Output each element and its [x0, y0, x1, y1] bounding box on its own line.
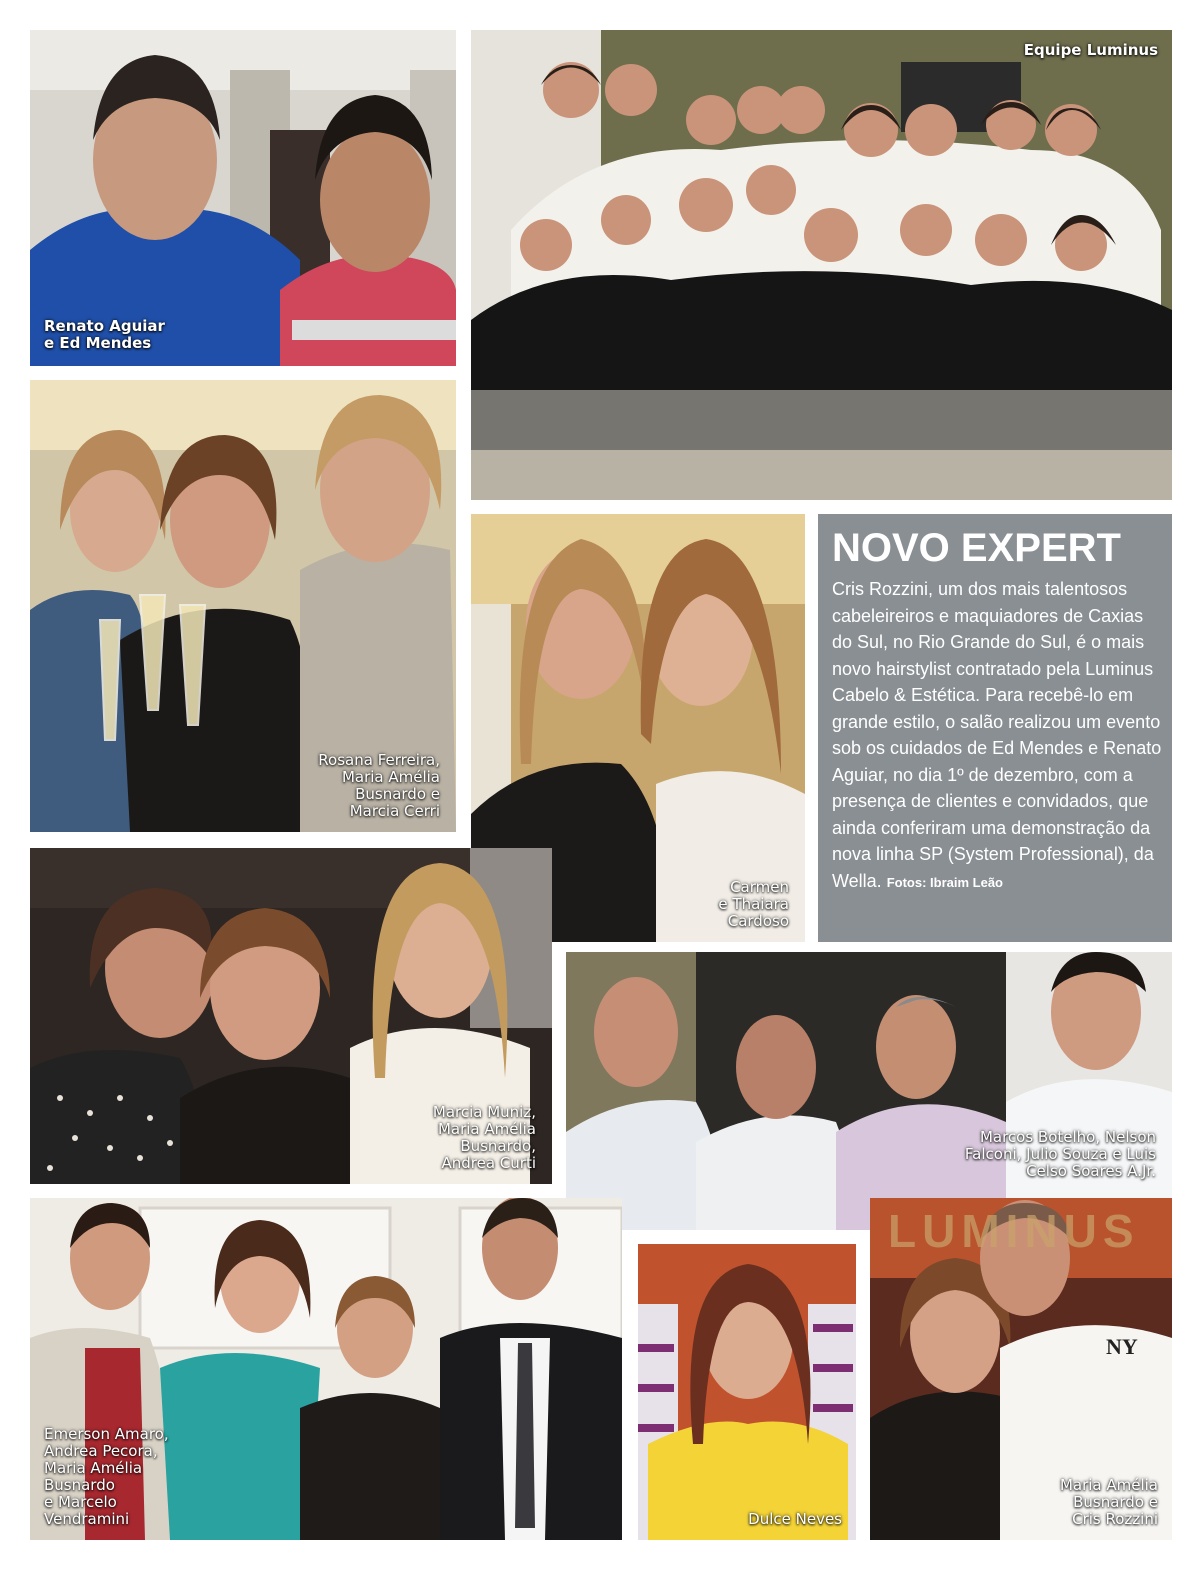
photo-caption: Marcos Botelho, Nelson Falconi, Julio Souza e Luis Celso Soares A.Jr.: [964, 1128, 1156, 1180]
photo-marcos: [566, 952, 1172, 1230]
photo-marcia: [30, 848, 552, 1184]
article-text: Cris Rozzini, um dos mais talentosos cabeleireiros e maquiadores de Caxias do Sul, no Rio Grande do Sul, é o mais novo hairstylist contratado pela Luminus Cabelo & Estética. Para recebê-lo em grande estilo, o salão realizou um evento sob os cuidados de Ed Mendes e Renato Aguiar, no dia 1º de dezembro, com a presença de clientes e convidados, que ainda conferiram uma demonstração da nova linha SP (System Professional), da Wella.: [832, 579, 1162, 891]
photo-caption: Maria Amélia Busnardo e Cris Rozzini: [1059, 1476, 1158, 1528]
photo-credit: Fotos: Ibraim Leão: [886, 874, 1003, 890]
salon-sign-text: LUMINUS: [888, 1205, 1140, 1257]
article-title: NOVO EXPERT: [832, 526, 1121, 570]
shirt-logo-text: NY: [1106, 1334, 1138, 1359]
photo-caption: Renato Aguiar e Ed Mendes: [44, 317, 165, 352]
photo-equipe-luminus: [471, 30, 1172, 500]
photo-caption: Marcia Muniz, Maria Amélia Busnardo, Andrea Curti: [432, 1103, 536, 1172]
photo-rosana: [30, 380, 456, 832]
article-body: [832, 576, 1162, 896]
article-box: [818, 514, 1172, 942]
photo-caption: Equipe Luminus: [1023, 41, 1158, 59]
photo-caption: Carmen e Thaiara Cardoso: [718, 878, 789, 930]
photo-caption: Rosana Ferreira, Maria Amélia Busnardo e Marcia Cerri: [318, 751, 440, 820]
photo-dulce: [638, 1244, 856, 1540]
photo-caption: Dulce Neves: [748, 1510, 842, 1528]
photo-caption: Emerson Amaro, Andrea Pecora, Maria Amélia Busnardo e Marcelo Vendramini: [44, 1425, 169, 1528]
photo-renato-ed: [30, 30, 456, 366]
photo-maria-cris: [870, 1198, 1172, 1540]
photo-emerson: [30, 1198, 622, 1540]
